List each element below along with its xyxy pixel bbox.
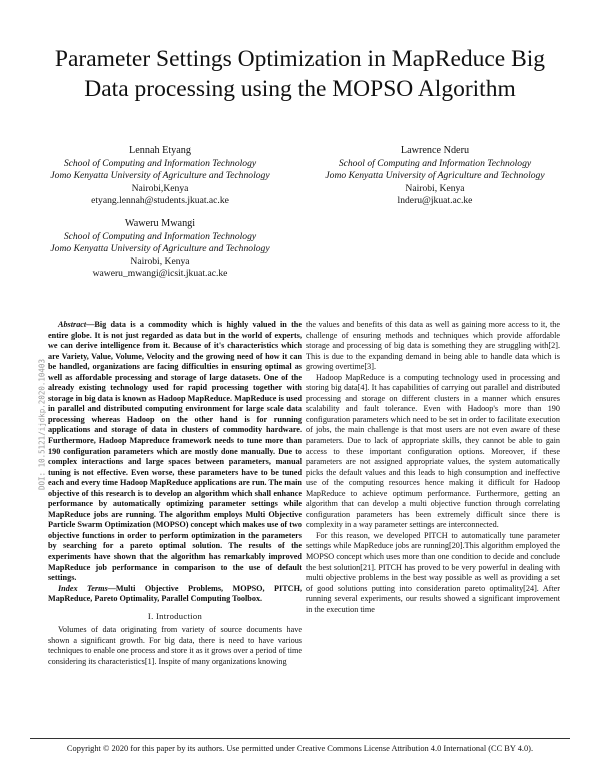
- paragraph: the values and benefits of this data as well as gaining more access to it, the challenge of ensuring methods and techniques which provide affordable storage and processing of big data is something they are struggling with[2]. This is due to the expanding demand in being able to handle data which is growing overtime[3].: [306, 320, 560, 372]
- author-name: Lawrence Nderu: [400, 145, 470, 156]
- author-affiliation: Jomo Kenyatta University of Agriculture and Technology: [50, 170, 270, 181]
- copyright-notice: Copyright © 2020 for this paper by its authors. Use permitted under Creative Commons License Attribution 4.0 International (CC BY 4.0).: [66, 744, 534, 753]
- author-affiliation: School of Computing and Information Technology: [63, 230, 257, 242]
- author-name: Waweru Mwangi: [124, 218, 196, 229]
- author-email: lnderu@jkuat.ac.ke: [397, 195, 473, 206]
- author-location: Nairobi, Kenya: [130, 255, 190, 267]
- author-affiliation: Jomo Kenyatta University of Agriculture and Technology: [50, 243, 270, 254]
- author-affiliation: School of Computing and Information Technology: [63, 157, 257, 169]
- section-heading: I. Introduction: [147, 610, 203, 621]
- author-block-1: [45, 145, 275, 208]
- abstract-text: —Big data is a commodity which is highly valued in the entire globe. It is not just regarded as data but in the world of experts, we can derive intelligence from it. Because of it's characteristics which are Variety, Value, Volume, Velocity and the growing need of how it can be handled, organizations are facing difficulties in ensuring optimal as well as affordable processing and storage of large datasets. One of the already existing technology used for rapid processing together with storage in big data is known as Hadoop MapReduce. MapReduce is used in parallel and distributed computing environment for large scale data processing whereas Hadoop on the other hand is for running applications and storage of data in clusters of commodity hardware. Furthermore, Hadoop Mapreduce framework needs to tune more than 190 configuration parameters which are mostly done manually. Due to complex interactions and large spaces between parameters, manual tuning is not effective. Even worse, these parameters have to be tuned each and every time Hadoop MapReduce applications are run. The main objective of this research is to develop an algorithm which shall enhance performance by automatically optimizing parameter settings while MapReduce jobs are running. The algorithm employs Multi Objective Particle Swarm Optimization (MOPSO) concept which makes use of two objective functions in order to perform optimization in the parameters by searching for a pareto optimal solution. The results of the experiments have shown that the algorithm has remarkably improved MapReduce job performance in comparison to the use of default settings.: [48, 320, 302, 583]
- paragraph: For this reason, we developed PITCH to automatically tune parameter settings while MapReduce jobs are running[20].This algorithm employed the MOPSO concept which uses more than one condition to decide and conclude the best solution[21]. PITCH has proved to be very powerful in dealing with multi objective problems in the best way possible as well as providing a set of good solutions putting into consideration pareto optimality[24]. After running several experiments, our results showed a significant improvement in the execution time: [306, 530, 560, 614]
- right-column: [306, 320, 560, 615]
- author-email: waweru_mwangi@icsit.jkuat.ac.ke: [92, 268, 228, 279]
- index-terms: [48, 584, 302, 605]
- left-column: [48, 320, 302, 668]
- paragraph: Hadoop MapReduce is a computing technology used in processing and storing big data[4]. It has capabilities of carrying out parallel and distributed processing and storage on different clusters in a manner which ensures scalability and fault tolerance. Even with Hadoop's more than 190 configuration parameters which need to be set in order to facilitate execution of jobs, the main challenge is that most users are not even aware of these parameters. Due to lack of appropriate skills, they cannot be able to gain access to these important configuration options. Moreover, if these parameters are not assigned appropriate values, the system automatically picks the default values and this leads to high consumption and ineffective use of the computing resources hence making it difficult for Hadoop MapReduce to achieve optimum performance. Furthermore, getting an algorithm that can develop a multi objective function through correlating configuration parameters has been extremely difficult since there is complexity in a way parameter settings are interconnected.: [306, 372, 560, 530]
- index-terms-text: —Multi Objective Problems, MOPSO, PITCH, MapReduce, Pareto Optimality, Parallel Computing Toolbox.: [48, 583, 303, 604]
- index-terms-label: Index Terms: [58, 583, 108, 593]
- abstract: [48, 320, 302, 584]
- author-affiliation: School of Computing and Information Technology: [338, 157, 532, 169]
- author-block-2: [320, 145, 550, 208]
- arxiv-stamp: DOI: 10.5121/ijdkp.2020.10403: [37, 359, 47, 490]
- author-name: Lennah Etyang: [129, 145, 191, 156]
- author-location: Nairobi, Kenya: [405, 182, 465, 194]
- abstract-label: Abstract: [58, 320, 87, 329]
- author-location: Nairobi,Kenya: [131, 182, 189, 194]
- paragraph: Volumes of data originating from variety of source documents have shown a significant growth. For big data, there is need to have various techniques to enable one process and store it as it grows over a period of time considering its characteristics[1]. Inspite of many organizations knowing: [48, 625, 302, 666]
- author-block-3: [45, 218, 275, 281]
- paper-title: Parameter Settings Optimization in MapReduce Big Data processing using the MOPSO Algorithm: [54, 46, 546, 102]
- author-affiliation: Jomo Kenyatta University of Agriculture and Technology: [325, 170, 545, 181]
- author-email: etyang.lennah@students.jkuat.ac.ke: [91, 195, 229, 206]
- footer-rule: [30, 738, 570, 739]
